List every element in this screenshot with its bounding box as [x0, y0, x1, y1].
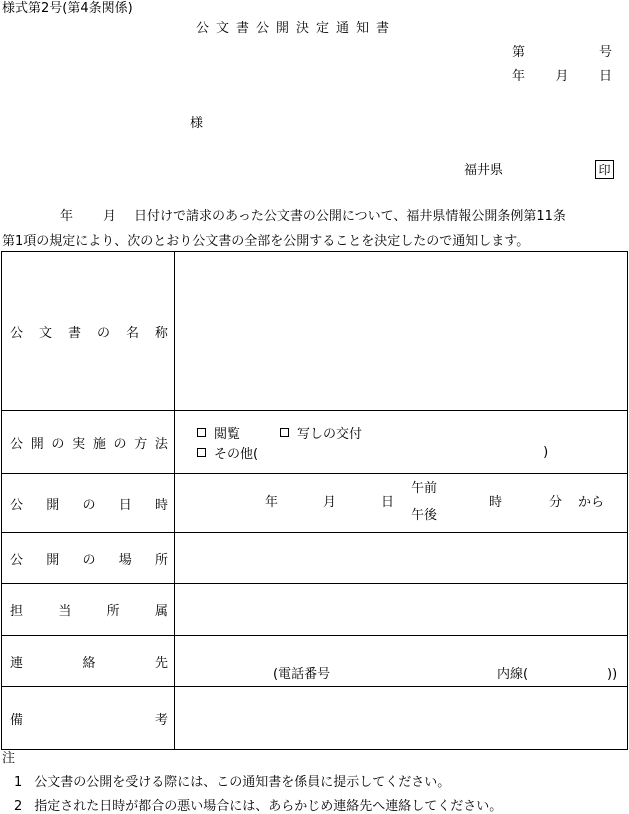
label-char: 所: [154, 552, 168, 568]
label-char: 日: [118, 497, 132, 513]
note-text: 公文書の公開を受ける際には、この通知書を係員に提示してください。: [34, 775, 451, 790]
label-char: 公: [10, 325, 24, 341]
label-char: 施: [92, 436, 106, 452]
label-char: 公: [10, 497, 24, 513]
label-char: の: [96, 325, 110, 341]
issue-year: 年: [512, 69, 526, 84]
recipient-honorific: 様: [190, 116, 204, 131]
value-place[interactable]: [175, 533, 628, 584]
dt-day: 日: [381, 495, 395, 510]
checkbox-other[interactable]: [197, 448, 206, 457]
row-datetime: [2, 474, 628, 533]
contact-close: )): [607, 667, 618, 682]
dt-pm: 午後: [411, 508, 438, 523]
label-char: の: [51, 436, 65, 452]
label-char: 属: [154, 604, 168, 619]
label-char: 名: [125, 325, 139, 341]
label-remarks: [2, 709, 174, 728]
label-char: 先: [154, 655, 168, 671]
document-title: 公文書公開決定通知書: [196, 21, 397, 36]
label-char: 文: [38, 325, 52, 341]
label-char: 時: [154, 497, 168, 513]
checkbox-view[interactable]: [197, 428, 206, 437]
row-remarks: [2, 687, 628, 750]
body-year: 年: [60, 209, 74, 224]
option-other-close: ): [543, 444, 549, 460]
note-text: 指定された日時が都合の悪い場合には、あらかじめ連絡先へ連絡してください。: [34, 799, 503, 814]
checkbox-copy[interactable]: [280, 428, 289, 437]
label-contact: [2, 652, 174, 671]
value-dept[interactable]: [175, 584, 628, 636]
label-datetime: [2, 494, 174, 513]
note-item: [14, 776, 450, 789]
row-contact: [2, 636, 628, 687]
issuer-name: 福井県: [464, 163, 504, 178]
form-number-label: 様式第2号(第4条関係): [2, 1, 133, 16]
body-text-line-1: [2, 210, 628, 223]
row-place: [2, 533, 628, 584]
body-text-1: 日付けで請求のあった公文書の公開について、福井県情報公開条例第11条: [134, 209, 566, 224]
notes-heading: 注: [2, 751, 16, 766]
option-view-label: 閲覧: [214, 426, 241, 442]
label-char: の: [113, 436, 127, 452]
label-char: 公: [10, 552, 24, 568]
note-number: 1: [14, 775, 23, 790]
label-char: 法: [154, 436, 168, 452]
label-char: 場: [118, 552, 132, 568]
row-dept: [2, 584, 628, 636]
issue-day: 日: [598, 69, 612, 84]
value-document-name[interactable]: [175, 252, 628, 411]
label-char: 絡: [82, 655, 96, 671]
number-prefix: 第: [512, 45, 526, 60]
label-char: 称: [154, 325, 168, 341]
body-text-line-2: 第1項の規定により、次のとおり公文書の全部を公開することを決定したので通知します。: [2, 234, 530, 249]
option-copy-label: 写しの交付: [297, 426, 363, 442]
label-char: の: [82, 552, 96, 568]
seal-mark: 印: [595, 160, 614, 179]
label-char: 考: [154, 712, 168, 728]
value-datetime[interactable]: [175, 474, 628, 533]
disclosure-table: [1, 251, 628, 750]
note-number: 2: [14, 799, 23, 814]
issue-date-line: [512, 70, 612, 83]
dt-hour: 時: [489, 495, 503, 510]
value-method: [175, 411, 628, 474]
issue-month: 月: [555, 69, 569, 84]
note-item: [14, 800, 502, 813]
dt-year: 年: [265, 495, 279, 510]
dt-am: 午前: [411, 481, 438, 496]
contact-extension: 内線(: [497, 667, 529, 682]
label-char: 当: [58, 604, 72, 619]
number-suffix: 号: [598, 45, 612, 60]
label-char: の: [82, 497, 96, 513]
label-char: 連: [10, 655, 24, 671]
option-other-label: その他(: [214, 446, 259, 462]
label-char: 書: [67, 325, 81, 341]
label-char: 所: [106, 604, 120, 619]
label-char: 備: [10, 712, 24, 728]
value-contact[interactable]: [175, 636, 628, 687]
label-char: 担: [10, 604, 24, 619]
document-number-line: [512, 46, 612, 59]
label-char: 開: [46, 552, 60, 568]
label-place: [2, 549, 174, 568]
label-char: 公: [10, 436, 24, 452]
row-document-name: [2, 252, 628, 411]
label-char: 方: [134, 436, 148, 452]
label-dept: [2, 600, 174, 619]
dt-month: 月: [323, 495, 337, 510]
row-method: [2, 411, 628, 474]
label-char: 開: [46, 497, 60, 513]
label-method: [2, 433, 174, 452]
label-char: 開: [30, 436, 44, 452]
body-month: 月: [103, 209, 117, 224]
dt-from: から: [578, 495, 605, 510]
contact-phone: (電話番号: [273, 667, 331, 682]
label-char: 実: [72, 436, 86, 452]
dt-minute: 分: [549, 495, 563, 510]
label-document-name: [2, 322, 174, 341]
value-remarks[interactable]: [175, 687, 628, 750]
